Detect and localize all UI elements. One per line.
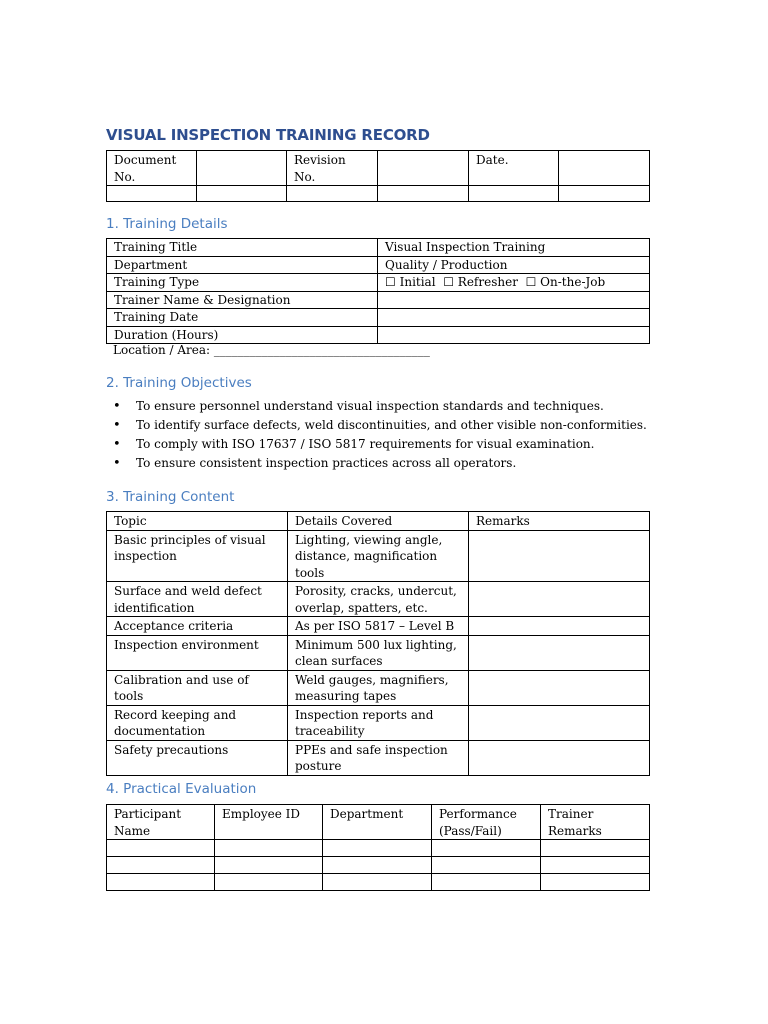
training-date-value[interactable] [378,309,650,327]
table-row [107,291,650,309]
training-type-label: Training Type [107,274,378,292]
details-cell: PPEs and safe inspection posture [288,740,469,775]
revision-no-field[interactable] [378,151,469,186]
table-cell[interactable] [323,874,432,891]
table-cell[interactable] [432,840,541,857]
practical-evaluation-table [106,804,650,891]
table-cell[interactable] [323,857,432,874]
bullet-icon: • [113,399,121,414]
table-cell[interactable] [107,857,215,874]
remarks-cell[interactable] [469,740,650,775]
bullet-icon: • [113,437,121,452]
training-title-value[interactable]: Visual Inspection Training [378,239,650,257]
table-cell[interactable] [432,857,541,874]
table-cell[interactable] [215,857,323,874]
location-field[interactable]: Location / Area: ____________________________________ [113,343,430,357]
table-row [107,740,650,775]
checkbox-initial[interactable]: ☐ Initial [385,275,436,289]
remarks-cell[interactable] [469,617,650,636]
table-row [107,151,650,186]
department-label: Department [107,256,378,274]
remarks-cell[interactable] [469,530,650,582]
remarks-cell[interactable] [469,635,650,670]
column-header-topic: Topic [107,512,288,531]
table-cell[interactable] [323,840,432,857]
department-value[interactable]: Quality / Production [378,256,650,274]
table-cell[interactable] [541,840,650,857]
section-heading-practical-evaluation: 4. Practical Evaluation [106,781,257,797]
table-row [107,857,650,874]
table-row [107,635,650,670]
bullet-icon: • [113,456,121,471]
table-row [107,186,650,202]
table-row [107,840,650,857]
column-header-remarks: Remarks [469,512,650,531]
table-cell[interactable] [559,186,650,202]
list-item: • To ensure personnel understand visual inspection standards and techniques. [113,399,604,414]
column-header-participant-name: Participant Name [107,805,215,840]
details-cell: Weld gauges, magnifiers, measuring tapes [288,670,469,705]
table-cell[interactable] [197,186,287,202]
document-no-field[interactable] [197,151,287,186]
topic-cell: Calibration and use of tools [107,670,288,705]
table-row [107,274,650,292]
topic-cell: Safety precautions [107,740,288,775]
table-row [107,582,650,617]
checkbox-refresher[interactable]: ☐ Refresher [443,275,518,289]
trainer-name-value[interactable] [378,291,650,309]
checkbox-empty-icon: ☐ [443,275,454,289]
table-cell[interactable] [541,874,650,891]
document-no-label: Document No. [107,151,197,186]
topic-cell: Inspection environment [107,635,288,670]
table-cell[interactable] [215,840,323,857]
details-cell: As per ISO 5817 – Level B [288,617,469,636]
duration-label: Duration (Hours) [107,326,378,344]
table-cell[interactable] [287,186,378,202]
duration-value[interactable] [378,326,650,344]
details-cell: Porosity, cracks, undercut, overlap, spatters, etc. [288,582,469,617]
table-cell[interactable] [107,186,197,202]
column-header-employee-id: Employee ID [215,805,323,840]
topic-cell: Surface and weld defect identification [107,582,288,617]
remarks-cell[interactable] [469,582,650,617]
table-cell[interactable] [432,874,541,891]
details-cell: Minimum 500 lux lighting, clean surfaces [288,635,469,670]
training-title-label: Training Title [107,239,378,257]
section-heading-training-details: 1. Training Details [106,216,228,232]
checkbox-empty-icon: ☐ [525,275,537,289]
list-item: • To identify surface defects, weld discontinuities, and other visible non-conformities. [113,418,647,433]
objectives-list [106,397,649,473]
training-date-label: Training Date [107,309,378,327]
table-row [107,670,650,705]
remarks-cell[interactable] [469,705,650,740]
list-item: • To ensure consistent inspection practices across all operators. [113,456,517,471]
column-header-details: Details Covered [288,512,469,531]
details-cell: Inspection reports and traceability [288,705,469,740]
training-details-table [106,238,650,344]
date-label: Date. [469,151,559,186]
table-row [107,530,650,582]
training-type-options [378,274,650,292]
table-row [107,705,650,740]
document-title: VISUAL INSPECTION TRAINING RECORD [106,126,430,144]
training-content-table [106,511,650,776]
checkbox-on-the-job[interactable]: ☐ On-the-Job [525,275,606,289]
checkbox-empty-icon: ☐ [385,275,396,289]
table-header-row [107,512,650,531]
details-cell: Lighting, viewing angle, distance, magnification tools [288,530,469,582]
remarks-cell[interactable] [469,670,650,705]
table-row [107,309,650,327]
table-cell[interactable] [107,840,215,857]
table-row [107,617,650,636]
column-header-performance: Performance (Pass/Fail) [432,805,541,840]
table-cell[interactable] [469,186,559,202]
table-row [107,256,650,274]
section-heading-training-objectives: 2. Training Objectives [106,375,252,391]
table-row [107,874,650,891]
table-cell[interactable] [107,874,215,891]
column-header-trainer-remarks: Trainer Remarks [541,805,650,840]
bullet-icon: • [113,418,121,433]
document-header-table [106,150,650,202]
revision-no-label: Revision No. [287,151,378,186]
section-heading-training-content: 3. Training Content [106,489,235,505]
table-cell[interactable] [378,186,469,202]
table-cell[interactable] [215,874,323,891]
date-field[interactable] [559,151,650,186]
topic-cell: Record keeping and documentation [107,705,288,740]
topic-cell: Basic principles of visual inspection [107,530,288,582]
column-header-department: Department [323,805,432,840]
list-item: • To comply with ISO 17637 / ISO 5817 requirements for visual examination. [113,437,595,452]
table-row [107,239,650,257]
trainer-name-label: Trainer Name & Designation [107,291,378,309]
table-cell[interactable] [541,857,650,874]
table-header-row [107,805,650,840]
topic-cell: Acceptance criteria [107,617,288,636]
table-row [107,326,650,344]
